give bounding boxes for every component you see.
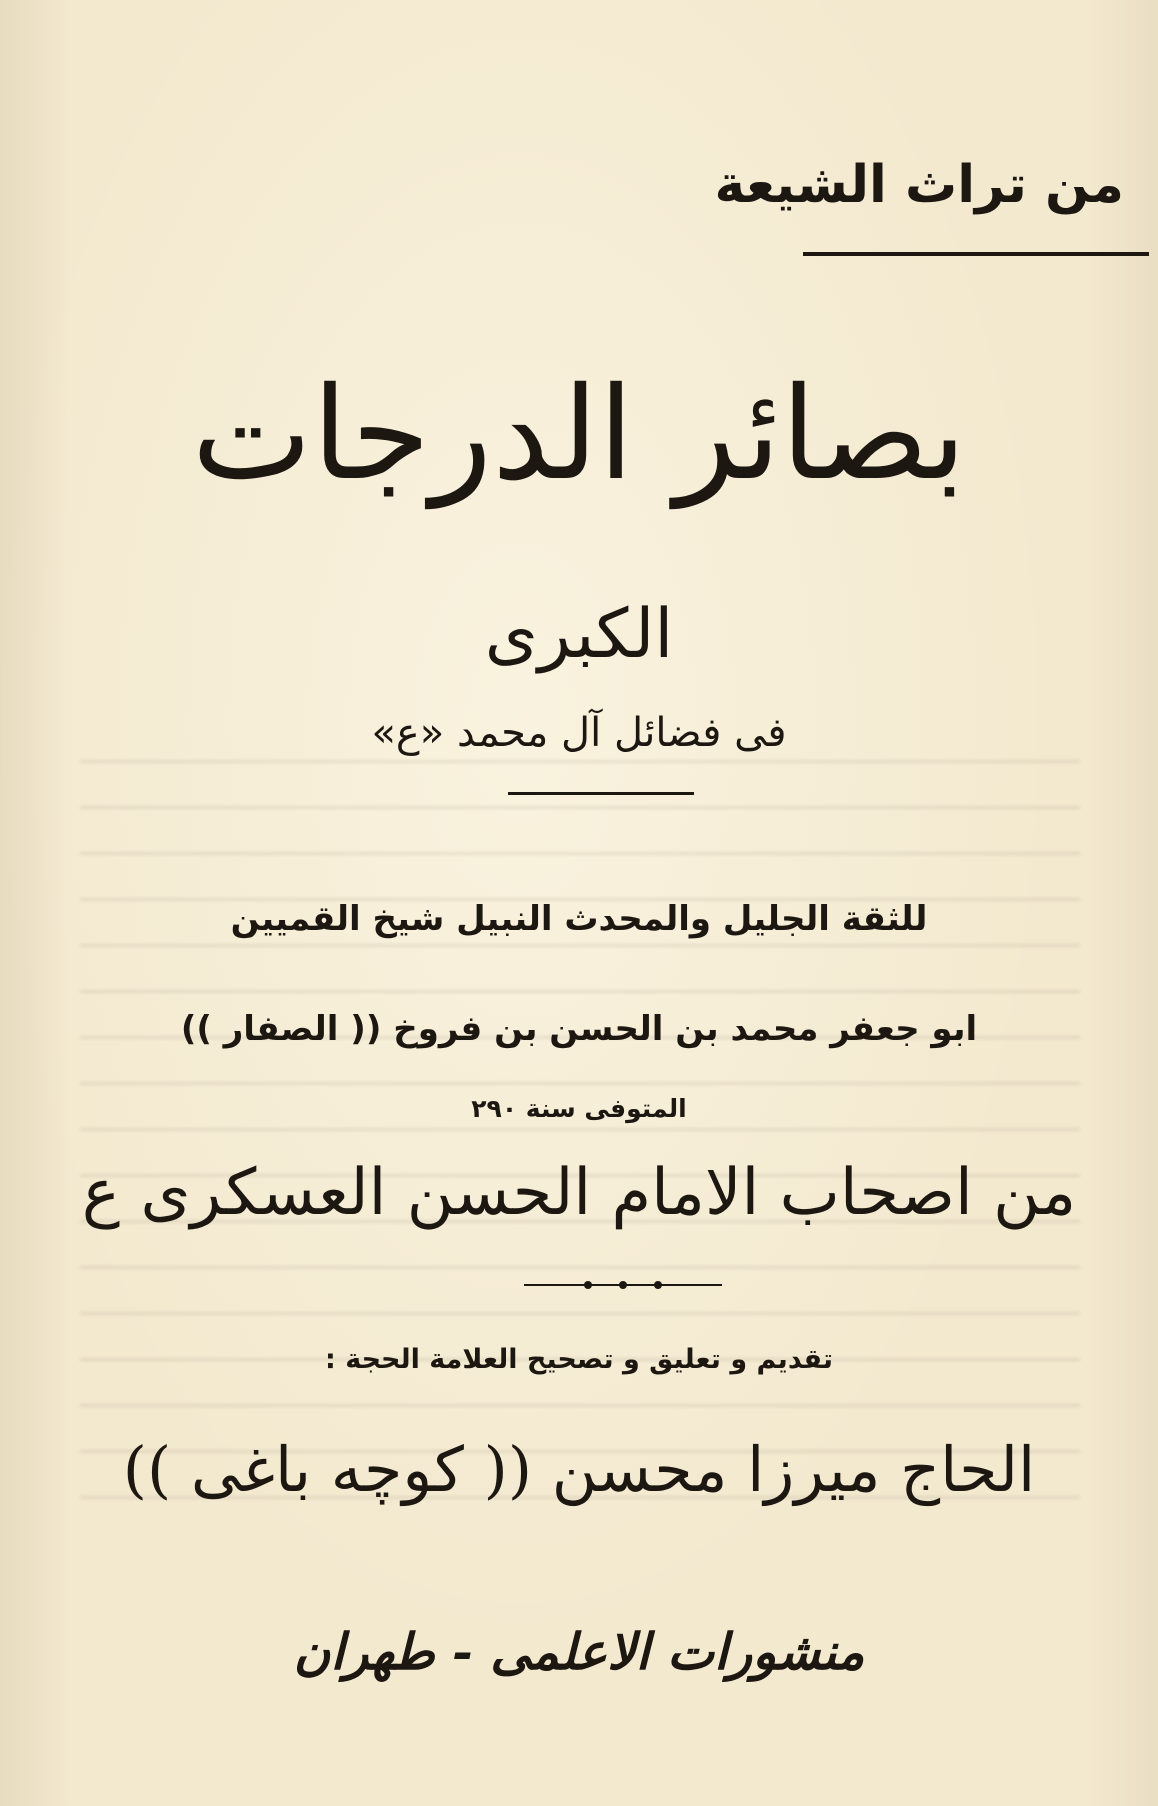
ornamental-divider — [524, 1280, 722, 1290]
divider-rule — [508, 792, 694, 795]
series-underline — [803, 252, 1149, 256]
ornament-dot — [584, 1281, 592, 1289]
book-subtitle: الكبرى — [484, 595, 674, 674]
editor-name: الحاج ميرزا محسن (( كوچه باغی )) — [122, 1433, 1036, 1506]
editor-intro: تقديم و تعليق و تصحيح العلامة الحجة : — [325, 1344, 833, 1375]
author-epithet: للثقة الجليل والمحدث النبيل شيخ القميين — [230, 899, 928, 939]
book-title: بصائر الدرجات — [191, 360, 967, 509]
author-death-year: المتوفى سنة ٢٩٠ — [471, 1094, 687, 1123]
publisher-imprint: منشورات الاعلمی - طهران — [293, 1622, 865, 1681]
series-heading: من تراث الشيعة — [714, 155, 1124, 215]
author-affiliation: من اصحاب الامام الحسن العسكری ع — [81, 1156, 1077, 1230]
author-name: ابو جعفر محمد بن الحسن بن فروخ (( الصفار )) — [180, 1009, 978, 1049]
ornament-dot — [654, 1281, 662, 1289]
book-subject: فی فضائل آل محمد «ع» — [371, 710, 787, 756]
ornament-dot — [619, 1281, 627, 1289]
